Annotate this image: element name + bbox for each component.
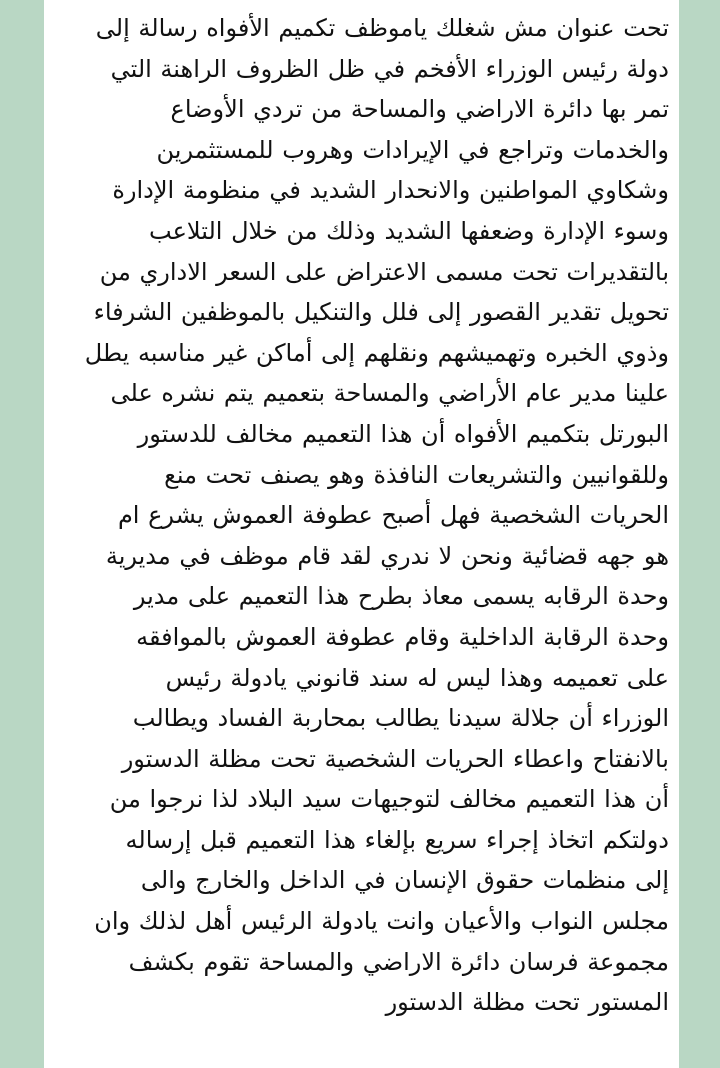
text-line: مجموعة فرسان دائرة الاراضي والمساحة تقوم بكشف bbox=[128, 947, 669, 976]
text-line: وسوء الإدارة وضعفها الشديد وذلك من خلال التلاعب bbox=[149, 216, 669, 245]
text-line: تحويل تقدير القصور إلى فلل والتنكيل بالموظفين الشرفاء bbox=[93, 298, 669, 327]
text-line: دولتكم اتخاذ إجراء سريع بإلغاء هذا التعميم قبل إرساله bbox=[125, 825, 669, 854]
text-line: إلى منظمات حقوق الإنسان في الداخل والخارج والى bbox=[140, 866, 669, 895]
text-line: بالانفتاح واعطاء الحريات الشخصية تحت مظلة الدستور bbox=[121, 744, 669, 773]
text-line: وذوي الخبره وتهميشهم ونقلهم إلى أماكن غير مناسبه يطل bbox=[84, 338, 669, 367]
message-card bbox=[44, 0, 679, 1068]
text-line: على تعميمه وهذا ليس له سند قانوني يادولة رئيس bbox=[165, 663, 669, 692]
text-line: أن هذا التعميم مخالف لتوجيهات سيد البلاد لذا نرجوا من bbox=[109, 785, 669, 814]
text-line: تحت عنوان مش شغلك ياموظف تكميم الأفواه رسالة إلى bbox=[95, 14, 669, 42]
text-line: بالتقديرات تحت مسمى الاعتراض على السعر الاداري من bbox=[99, 257, 669, 286]
text-line: مجلس النواب والأعيان وانت يادولة الرئيس أهل لذلك وان bbox=[94, 907, 669, 936]
text-line: وحدة الرقابه يسمى معاذ بطرح هذا التعميم على مدير bbox=[133, 582, 669, 611]
text-line: وحدة الرقابة الداخلية وقام عطوفة العموش بالموافقه bbox=[136, 622, 669, 651]
text-line: البورتل بتكميم الأفواه أن هذا التعميم مخالف للدستور bbox=[137, 419, 669, 448]
message-text bbox=[52, 8, 669, 1023]
text-line: هو جهه قضائية ونحن لا ندري لقد قام موظف في مديرية bbox=[105, 541, 669, 570]
text-line: الحريات الشخصية فهل أصبح عطوفة العموش يشرع ام bbox=[117, 501, 669, 530]
text-line: الوزراء أن جلالة سيدنا يطالب بمحاربة الفساد ويطالب bbox=[132, 704, 669, 733]
text-line: والخدمات وتراجع في الإيرادات وهروب للمستثمرين bbox=[156, 135, 669, 164]
text-line: المستور تحت مظلة الدستور bbox=[385, 988, 669, 1017]
text-line: تمر بها دائرة الاراضي والمساحة من تردي الأوضاع bbox=[170, 95, 669, 124]
text-line: وللقوانيين والتشريعات النافذة وهو يصنف تحت منع bbox=[164, 460, 669, 489]
text-line: علينا مدير عام الأراضي والمساحة بتعميم يتم نشره على bbox=[110, 379, 669, 408]
text-line: دولة رئيس الوزراء الأفخم في ظل الظروف الراهنة التي bbox=[110, 54, 669, 83]
text-line: وشكاوي المواطنين والانحدار الشديد في منظومة الإدارة bbox=[112, 176, 669, 205]
